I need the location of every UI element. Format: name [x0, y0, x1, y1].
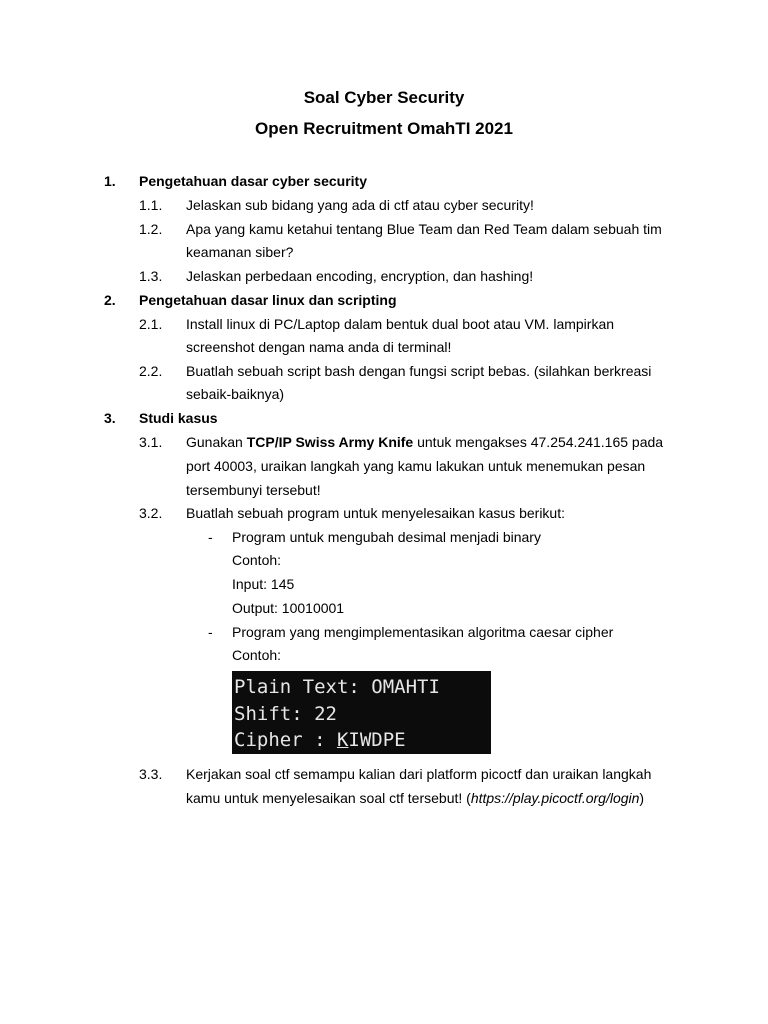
document-title: Soal Cyber Security [303, 88, 465, 107]
question-text: Jelaskan sub bidang yang ada di ctf atau cyber security! [186, 197, 534, 213]
question-number: 2.1. [139, 316, 163, 332]
question-text: Buatlah sebuah script bash dengan fungsi script bebas. (silahkan berkreasi [186, 363, 652, 379]
tool-name: TCP/IP Swiss Army Knife [246, 434, 414, 450]
question-number: 2.2. [139, 363, 163, 379]
section-number: 2. [104, 292, 116, 308]
question-text: port 40003, uraikan langkah yang kamu lakukan untuk menemukan pesan [186, 458, 646, 474]
question-text-part: kamu untuk menyelesaikan soal ctf tersebut! ( [186, 790, 471, 806]
section-number: 1. [104, 173, 116, 189]
terminal-text: Cipher : [234, 729, 337, 751]
picoctf-link[interactable]: https://play.picoctf.org/login [470, 790, 640, 806]
question-text: Buatlah sebuah program untuk menyelesaikan kasus berikut: [186, 505, 565, 521]
question-text-part: ) [639, 790, 645, 806]
question-text: screenshot dengan nama anda di terminal! [186, 339, 452, 355]
question-text-part: untuk mengakses 47.254.241.165 pada [413, 434, 664, 450]
question-text [186, 788, 644, 808]
question-text: keamanan siber? [186, 244, 294, 260]
question-number: 1.1. [139, 197, 163, 213]
bullet-text: Program untuk mengubah desimal menjadi binary [232, 529, 541, 545]
bullet-text: Program yang mengimplementasikan algoritma caesar cipher [232, 624, 614, 640]
terminal-text: IWDPE [348, 729, 406, 751]
terminal-line: Plain Text: OMAHTI [234, 676, 440, 698]
question-text: tersembunyi tersebut! [186, 482, 321, 498]
question-text-part: Gunakan [186, 434, 247, 450]
question-number: 1.2. [139, 221, 163, 237]
bullet-dash: - [208, 624, 213, 640]
question-text: Install linux di PC/Laptop dalam bentuk dual boot atau VM. lampirkan [186, 316, 615, 332]
question-text: Kerjakan soal ctf semampu kalian dari platform picoctf dan uraikan langkah [186, 766, 652, 782]
section-heading: Pengetahuan dasar cyber security [139, 173, 367, 189]
section-number: 3. [104, 410, 116, 426]
terminal-cursor: K [336, 729, 349, 751]
terminal-line: Shift: 22 [234, 703, 337, 725]
bullet-text: Output: 10010001 [232, 600, 345, 616]
bullet-text: Contoh: [232, 647, 282, 663]
bullet-dash: - [208, 529, 213, 545]
terminal-line [234, 727, 406, 753]
question-text: Apa yang kamu ketahui tentang Blue Team dan Red Team dalam sebuah tim [186, 221, 662, 237]
question-text: Jelaskan perbedaan encoding, encryption, dan hashing! [186, 268, 534, 284]
question-text [186, 432, 663, 452]
question-number: 3.3. [139, 766, 163, 782]
question-text: sebaik-baiknya) [186, 386, 285, 402]
document-subtitle: Open Recruitment OmahTI 2021 [255, 119, 513, 138]
question-number: 3.2. [139, 505, 163, 521]
section-heading: Studi kasus [139, 410, 218, 426]
bullet-text: Contoh: [232, 552, 282, 568]
question-number: 1.3. [139, 268, 163, 284]
bullet-text: Input: 145 [232, 576, 295, 592]
section-heading: Pengetahuan dasar linux dan scripting [139, 292, 397, 308]
terminal-screenshot [232, 671, 491, 754]
question-number: 3.1. [139, 434, 163, 450]
